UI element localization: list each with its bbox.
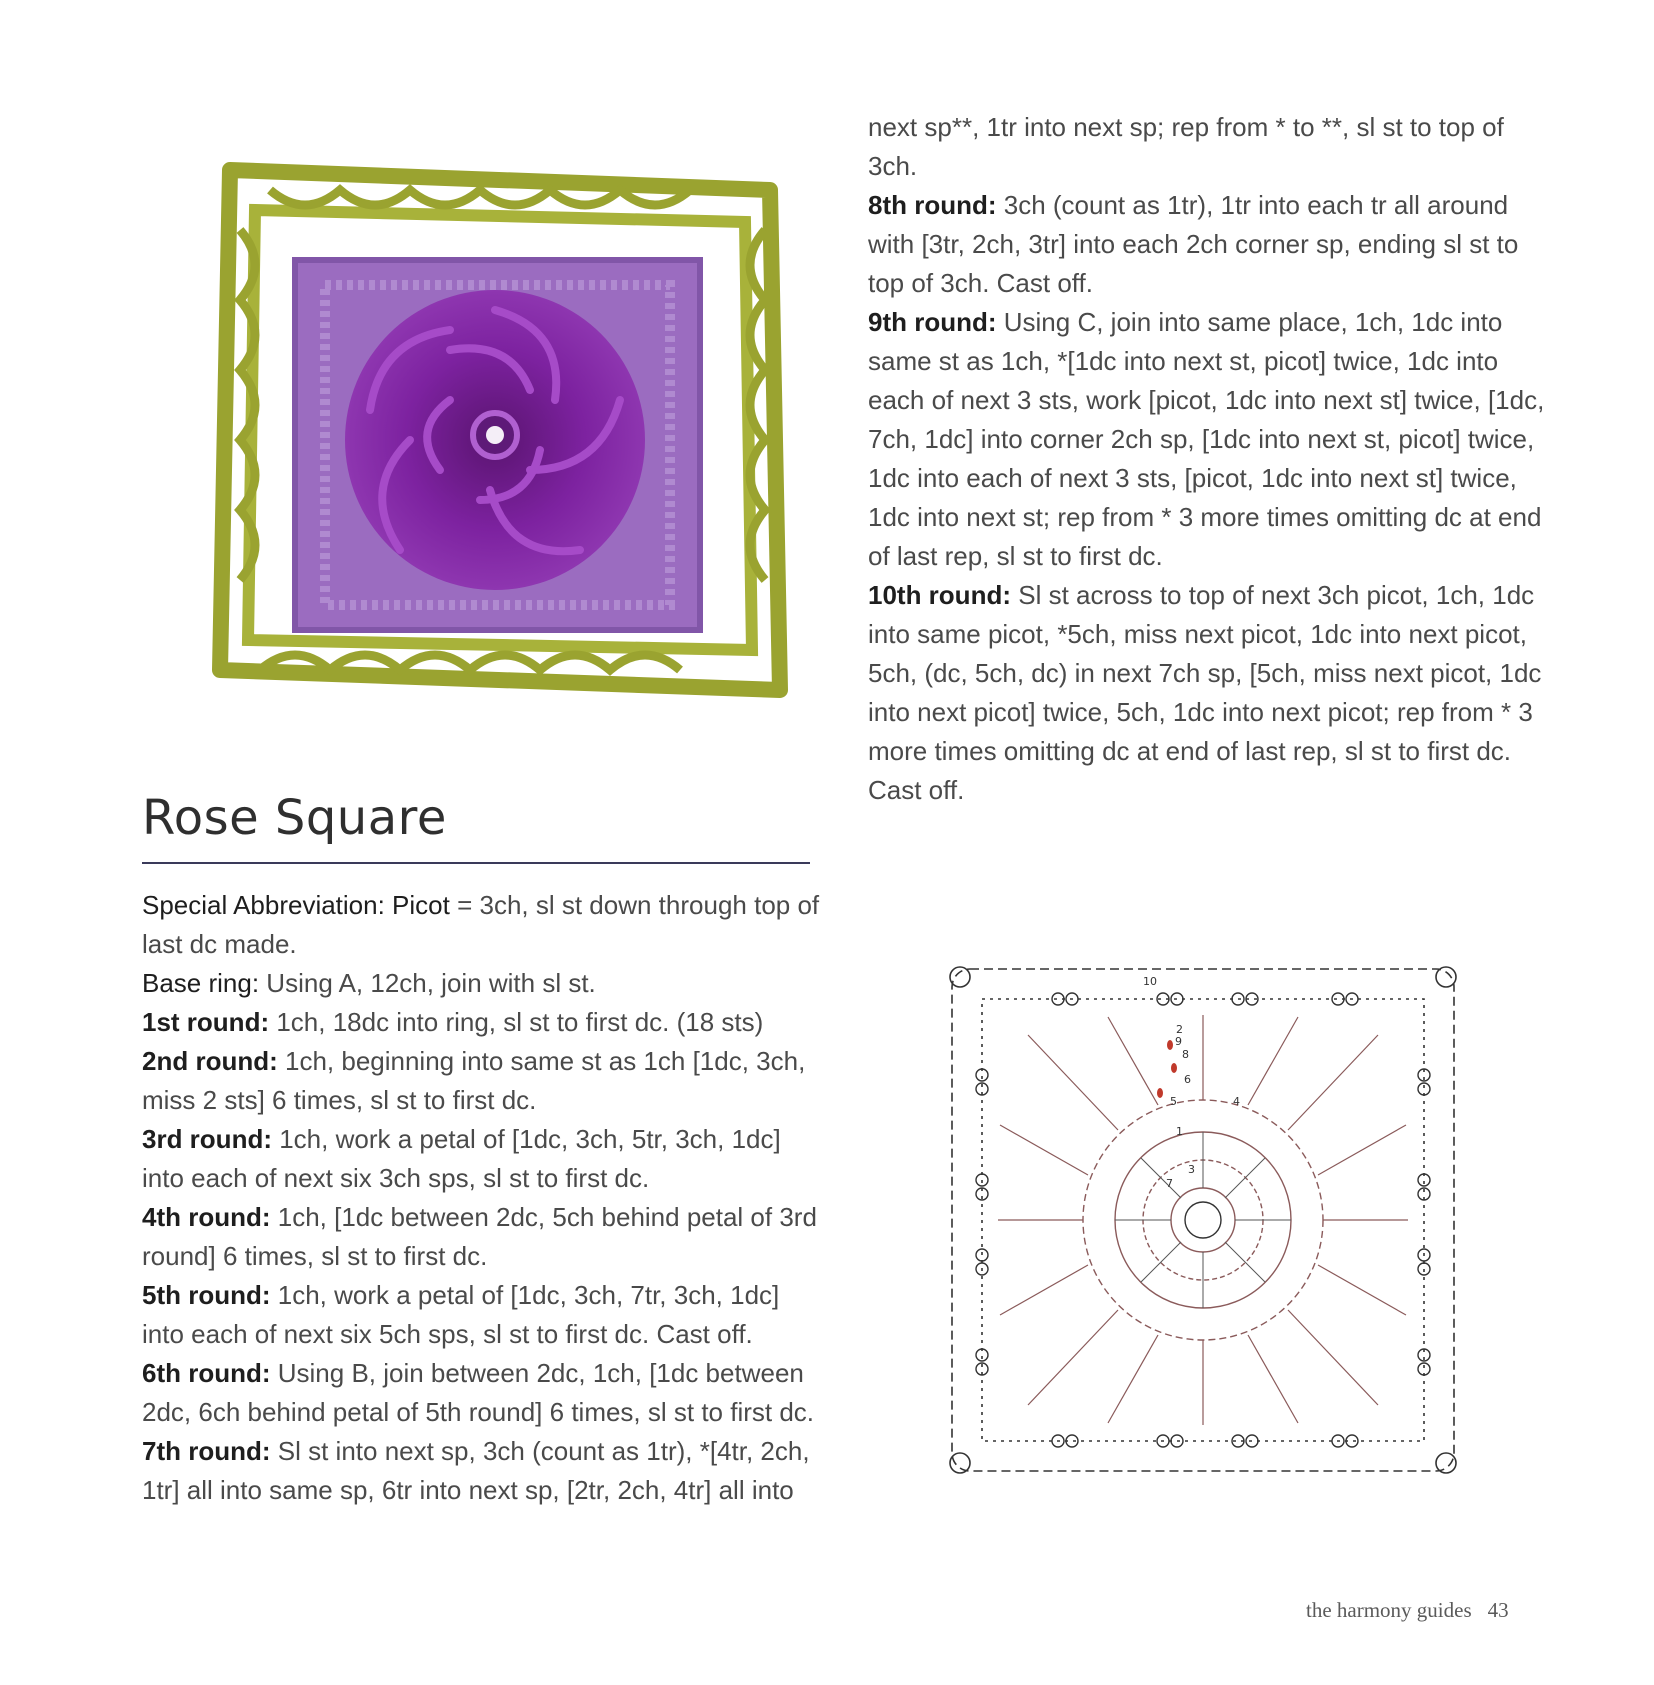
diagram-round-label: 1: [1176, 1125, 1183, 1138]
diagram-round-label: 7: [1166, 1177, 1173, 1190]
instruction-text: Using B, join between 2dc, 1ch, [1dc between 2dc, 6ch behind petal of 5th round] 6 times, sl st to first dc.: [142, 1358, 815, 1427]
instruction-label: Base ring:: [142, 968, 260, 998]
instruction-paragraph: [142, 1042, 822, 1120]
instruction-paragraph: [142, 964, 822, 1003]
crochet-chart-diagram: [938, 955, 1468, 1485]
instruction-text: 1ch, beginning into same st as 1ch [1dc, 3ch, miss 2 sts] 6 times, sl st to first dc.: [142, 1046, 806, 1115]
diagram-round-label: 2: [1176, 1023, 1183, 1036]
instruction-text: 1ch, work a petal of [1dc, 3ch, 5tr, 3ch, 1dc] into each of next six 3ch sps, sl st to first dc.: [142, 1124, 781, 1193]
pattern-title: Rose Square: [142, 790, 447, 846]
instruction-paragraph: [142, 1120, 822, 1198]
diagram-round-label: 3: [1188, 1163, 1195, 1176]
title-rule: [142, 862, 810, 864]
instruction-label: 1st round:: [142, 1007, 270, 1037]
rose-square-photo: [200, 150, 800, 710]
instruction-label: Special Abbreviation: Picot: [142, 890, 450, 920]
diagram-round-label: 6: [1184, 1073, 1191, 1086]
instruction-text: 3ch (count as 1tr), 1tr into each tr all around with [3tr, 2ch, 3tr] into each 2ch corner sp, ending sl st to top of 3ch. Cast off.: [868, 190, 1519, 298]
instruction-label: 6th round:: [142, 1358, 271, 1388]
instruction-label: 2nd round:: [142, 1046, 278, 1076]
instruction-label: 10th round:: [868, 580, 1011, 610]
instructions-left-column: [142, 886, 822, 1510]
instruction-paragraph: [868, 303, 1558, 576]
instruction-label: 8th round:: [868, 190, 997, 220]
instruction-text: 1ch, [1dc between 2dc, 5ch behind petal of 3rd round] 6 times, sl st to first dc.: [142, 1202, 817, 1271]
instruction-paragraph: [142, 1003, 822, 1042]
instruction-text: = 3ch, sl st down through top of last dc made.: [142, 890, 820, 959]
instruction-paragraph: [868, 576, 1558, 810]
diagram-round-label: 10: [1143, 975, 1157, 988]
instruction-label: 7th round:: [142, 1436, 271, 1466]
instruction-text: Using C, join into same place, 1ch, 1dc into same st as 1ch, *[1dc into next st, picot] twice, 1dc into each of next 3 sts, work [picot, 1dc into next st] twice, [1dc, 7ch, 1dc] into corner 2ch sp, [1dc into next st, picot] twice, 1dc into each of next 3 sts, [picot, 1dc into next st] twice, 1dc into next st; rep from * 3 more times omitting dc at end of last rep, sl st to first dc.: [868, 307, 1545, 571]
instruction-text: 1ch, work a petal of [1dc, 3ch, 7tr, 3ch, 1dc] into each of next six 5ch sps, sl st to first dc. Cast off.: [142, 1280, 780, 1349]
diagram-round-label: 9: [1175, 1035, 1182, 1048]
instruction-label: 4th round:: [142, 1202, 271, 1232]
instruction-text: Using A, 12ch, join with sl st.: [259, 968, 596, 998]
page-number: 43: [1487, 1598, 1509, 1622]
instructions-right-column: [868, 108, 1558, 810]
instruction-paragraph: [142, 1198, 822, 1276]
instruction-text: Sl st into next sp, 3ch (count as 1tr), *[4tr, 2ch, 1tr] all into same sp, 6tr into next sp, [2tr, 2ch, 4tr] all into: [142, 1436, 810, 1505]
diagram-round-label: 5: [1170, 1095, 1177, 1108]
instruction-paragraph: [868, 186, 1558, 303]
instruction-text: 1ch, 18dc into ring, sl st to first dc. (18 sts): [269, 1007, 764, 1037]
instruction-text: next sp**, 1tr into next sp; rep from * to **, sl st to top of 3ch.: [868, 112, 1504, 181]
instruction-label: 5th round:: [142, 1280, 271, 1310]
page-footer: [1306, 1598, 1509, 1623]
diagram-round-label: 8: [1182, 1048, 1189, 1061]
instruction-label: 9th round:: [868, 307, 997, 337]
instruction-label: 3rd round:: [142, 1124, 272, 1154]
instruction-paragraph: [868, 108, 1558, 186]
instruction-paragraph: [142, 1432, 822, 1510]
instruction-paragraph: [142, 1276, 822, 1354]
instruction-paragraph: [142, 1354, 822, 1432]
footer-guide-name: the harmony guides: [1306, 1598, 1472, 1622]
instruction-paragraph: [142, 886, 822, 964]
instruction-text: Sl st across to top of next 3ch picot, 1ch, 1dc into same picot, *5ch, miss next picot, 1dc into next picot, 5ch, (dc, 5ch, dc) in next 7ch sp, [5ch, miss next picot, 1dc into next picot] twice, 5ch, 1dc into next picot; rep from * 3 more times omitting dc at end of last rep, sl st to first dc. Cast off.: [868, 580, 1542, 805]
diagram-round-label: 4: [1233, 1095, 1240, 1108]
